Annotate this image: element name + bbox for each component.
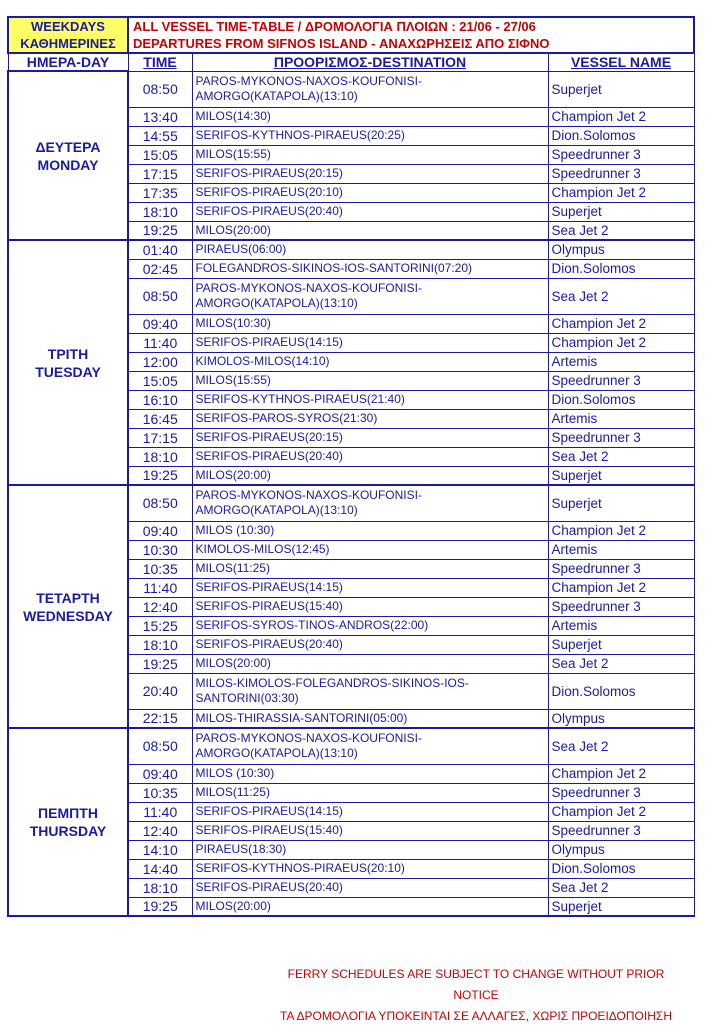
departure-time: 16:45 <box>128 409 192 428</box>
departure-time: 09:40 <box>128 314 192 333</box>
destination-line: SERIFOS-KYTHNOS-PIRAEUS(20:25) <box>195 128 405 142</box>
day-name-gr: ΤΕΤΑΡΤΗ <box>36 589 100 606</box>
destination <box>192 447 548 466</box>
destination-line: SERIFOS-KYTHNOS-PIRAEUS(20:10) <box>195 861 405 875</box>
destination <box>192 126 548 145</box>
departure-time: 18:10 <box>128 447 192 466</box>
vessel-name: Sea Jet 2 <box>548 447 694 466</box>
day-name-gr: ΤΡΙΤΗ <box>47 345 89 362</box>
vessel-name: Superjet <box>548 897 694 916</box>
destination-line: MILOS(20:00) <box>195 898 271 913</box>
departure-time: 18:10 <box>128 202 192 221</box>
vessel-name: Dion.Solomos <box>548 859 694 878</box>
destination <box>192 802 548 821</box>
destination-line: SERIFOS-PIRAEUS(20:40) <box>195 204 343 218</box>
vessel-name: Speedrunner 3 <box>548 164 694 183</box>
vessel-name: Speedrunner 3 <box>548 597 694 616</box>
departure-time: 14:40 <box>128 859 192 878</box>
destination <box>192 635 548 654</box>
destination-line: SERIFOS-SYROS-TINOS-ANDROS(22:00) <box>195 618 429 632</box>
destination <box>192 783 548 802</box>
destination-line: SERIFOS-PIRAEUS(14:15) <box>195 580 343 594</box>
vessel-name: Champion Jet 2 <box>548 764 694 783</box>
destination <box>192 409 548 428</box>
vessel-name: Speedrunner 3 <box>548 371 694 390</box>
destination-line: PIRAEUS(06:00) <box>195 242 287 257</box>
destination-line: MILOS(14:30) <box>195 109 271 123</box>
vessel-name: Sea Jet 2 <box>548 278 694 314</box>
day-name-en: TUESDAY <box>35 363 101 380</box>
vessel-name: Artemis <box>548 616 694 635</box>
day-name-en: WEDNESDAY <box>23 607 113 624</box>
destination <box>192 485 548 521</box>
departure-time: 14:10 <box>128 840 192 859</box>
schedule-notice <box>276 964 676 1027</box>
destination-line: PAROS-MYKONOS-NAXOS-KOUFONISI- <box>195 74 422 88</box>
destination-line: PAROS-MYKONOS-NAXOS-KOUFONISI- <box>195 488 422 503</box>
destination-line: MILOS(20:00) <box>195 222 271 237</box>
vessel-name: Speedrunner 3 <box>548 428 694 447</box>
vessel-name: Dion.Solomos <box>548 390 694 409</box>
destination-line: SERIFOS-PIRAEUS(20:15) <box>195 166 343 180</box>
vessel-name: Superjet <box>548 71 694 107</box>
destination-line: SERIFOS-PAROS-SYROS(21:30) <box>195 411 378 425</box>
col-header-destination: ΠΡΟΟΡΙΣΜΟΣ-DESTINATION <box>192 53 548 71</box>
destination <box>192 578 548 597</box>
column-header-row <box>8 53 694 71</box>
departure-time: 08:50 <box>128 728 192 764</box>
vessel-name: Artemis <box>548 409 694 428</box>
destination-line: MILOS (10:30) <box>195 523 275 537</box>
destination-line: SERIFOS-KYTHNOS-PIRAEUS(21:40) <box>195 392 405 406</box>
table-row <box>8 728 694 764</box>
destination-line: MILOS(15:55) <box>195 147 271 161</box>
destination-line: MILOS(11:25) <box>195 785 270 799</box>
departure-time: 11:40 <box>128 578 192 597</box>
col-header-day: ΗΜΕΡΑ-DAY <box>8 53 128 71</box>
destination-line: SERIFOS-PIRAEUS(14:15) <box>195 804 343 818</box>
title-row <box>8 17 694 53</box>
vessel-name: Dion.Solomos <box>548 126 694 145</box>
day-name-en: THURSDAY <box>29 823 107 839</box>
departure-time: 10:35 <box>128 559 192 578</box>
departure-time: 12:40 <box>128 821 192 840</box>
destination <box>192 352 548 371</box>
destination-line: SERIFOS-PIRAEUS(20:15) <box>195 430 343 444</box>
destination <box>192 559 548 578</box>
title-cell <box>128 17 694 53</box>
destination <box>192 709 548 728</box>
departure-time: 15:05 <box>128 145 192 164</box>
vessel-name: Speedrunner 3 <box>548 783 694 802</box>
departure-time: 17:15 <box>128 164 192 183</box>
departure-time: 02:45 <box>128 259 192 278</box>
vessel-name: Champion Jet 2 <box>548 107 694 126</box>
vessel-name: Speedrunner 3 <box>548 559 694 578</box>
departure-time: 08:50 <box>128 278 192 314</box>
destination <box>192 107 548 126</box>
destination <box>192 764 548 783</box>
day-cell <box>8 71 128 240</box>
destination <box>192 466 548 485</box>
vessel-name: Champion Jet 2 <box>548 333 694 352</box>
departure-time: 20:40 <box>128 673 192 709</box>
destination-line: MILOS(20:00) <box>195 656 271 670</box>
destination <box>192 878 548 897</box>
destination <box>192 728 548 764</box>
destination <box>192 859 548 878</box>
day-cell <box>8 728 128 916</box>
title-line-1: ALL VESSEL TIME-TABLE / ΔΡΟΜΟΛΟΓΙΑ ΠΛΟΙΩΝ : 21/06 - 27/06 <box>133 19 536 34</box>
day-cell <box>8 485 128 728</box>
destination <box>192 314 548 333</box>
vessel-name: Sea Jet 2 <box>548 221 694 240</box>
destination-line: MILOS (10:30) <box>195 766 275 780</box>
destination <box>192 616 548 635</box>
destination-line: MILOS(15:55) <box>195 373 271 387</box>
destination-line: MILOS(10:30) <box>195 316 271 330</box>
vessel-name: Sea Jet 2 <box>548 878 694 897</box>
destination-line: AMORGO(KATAPOLA)(13:10) <box>195 89 358 103</box>
table-row <box>8 485 694 521</box>
departure-time: 15:25 <box>128 616 192 635</box>
notice-en: FERRY SCHEDULES ARE SUBJECT TO CHANGE WITHOUT PRIOR NOTICE <box>287 967 665 1002</box>
destination-line: AMORGO(KATAPOLA)(13:10) <box>195 746 358 761</box>
destination <box>192 521 548 540</box>
destination <box>192 278 548 314</box>
vessel-name: Superjet <box>548 466 694 485</box>
destination-line: SERIFOS-PIRAEUS(15:40) <box>195 823 343 837</box>
col-header-time: TIME <box>128 53 192 71</box>
departure-time: 19:25 <box>128 466 192 485</box>
destination <box>192 183 548 202</box>
destination-line: SANTORINI(03:30) <box>195 691 299 705</box>
departure-time: 10:35 <box>128 783 192 802</box>
destination <box>192 390 548 409</box>
departure-time: 17:35 <box>128 183 192 202</box>
destination <box>192 202 548 221</box>
destination <box>192 259 548 278</box>
day-cell <box>8 240 128 485</box>
vessel-name: Dion.Solomos <box>548 673 694 709</box>
vessel-name: Champion Jet 2 <box>548 521 694 540</box>
departure-time: 09:40 <box>128 764 192 783</box>
departure-time: 09:40 <box>128 521 192 540</box>
departure-time: 13:40 <box>128 107 192 126</box>
destination <box>192 597 548 616</box>
destination-line: SERIFOS-PIRAEUS(20:40) <box>195 637 343 651</box>
vessel-name: Speedrunner 3 <box>548 145 694 164</box>
destination <box>192 240 548 259</box>
weekdays-gr: ΚΑΘΗΜΕΡΙΝΕΣ <box>20 36 116 51</box>
departure-time: 19:25 <box>128 221 192 240</box>
vessel-name: Champion Jet 2 <box>548 183 694 202</box>
destination <box>192 821 548 840</box>
departure-time: 18:10 <box>128 878 192 897</box>
destination-line: PIRAEUS(18:30) <box>195 842 287 856</box>
destination-line: PAROS-MYKONOS-NAXOS-KOUFONISI- <box>195 731 422 746</box>
destination <box>192 371 548 390</box>
departure-time: 12:00 <box>128 352 192 371</box>
departure-time: 19:25 <box>128 897 192 916</box>
col-header-vessel: VESSEL NAME <box>548 53 694 71</box>
departure-time: 12:40 <box>128 597 192 616</box>
vessel-name: Artemis <box>548 540 694 559</box>
destination-line: SERIFOS-PIRAEUS(20:40) <box>195 449 343 463</box>
destination <box>192 897 548 916</box>
departure-time: 16:10 <box>128 390 192 409</box>
departure-time: 18:10 <box>128 635 192 654</box>
departure-time: 19:25 <box>128 654 192 673</box>
weekdays-en: WEEKDAYS <box>31 19 105 34</box>
title-line-2: DEPARTURES FROM SIFNOS ISLAND - ΑΝΑΧΩΡΗΣΕΙΣ ΑΠΟ ΣΙΦΝΟ <box>133 36 550 51</box>
destination <box>192 221 548 240</box>
destination <box>192 145 548 164</box>
destination-line: SERIFOS-PIRAEUS(14:15) <box>195 335 343 349</box>
destination-line: FOLEGANDROS-SIKINOS-IOS-SANTORINI(07:20) <box>195 261 472 275</box>
destination-line: KIMOLOS-MILOS(12:45) <box>195 542 330 556</box>
vessel-name: Dion.Solomos <box>548 259 694 278</box>
destination <box>192 164 548 183</box>
departure-time: 08:50 <box>128 71 192 107</box>
departure-time: 10:30 <box>128 540 192 559</box>
destination <box>192 71 548 107</box>
destination <box>192 673 548 709</box>
schedule-body <box>8 71 694 916</box>
destination-line: PAROS-MYKONOS-NAXOS-KOUFONISI- <box>195 281 422 295</box>
departure-time: 01:40 <box>128 240 192 259</box>
departure-time: 22:15 <box>128 709 192 728</box>
destination-line: SERIFOS-PIRAEUS(20:40) <box>195 880 343 894</box>
vessel-name: Sea Jet 2 <box>548 728 694 764</box>
destination-line: MILOS-KIMOLOS-FOLEGANDROS-SIKINOS-IOS- <box>195 676 469 690</box>
schedule-table <box>7 16 695 917</box>
vessel-name: Olympus <box>548 709 694 728</box>
destination-line: MILOS(20:00) <box>195 467 271 482</box>
departure-time: 15:05 <box>128 371 192 390</box>
departure-time: 11:40 <box>128 333 192 352</box>
table-row <box>8 240 694 259</box>
vessel-name: Champion Jet 2 <box>548 578 694 597</box>
vessel-name: Champion Jet 2 <box>548 802 694 821</box>
destination-line: SERIFOS-PIRAEUS(15:40) <box>195 599 343 613</box>
destination <box>192 333 548 352</box>
table-row <box>8 71 694 107</box>
vessel-name: Olympus <box>548 240 694 259</box>
notice-gr: ΤΑ ΔΡΟΜΟΛΟΓΙΑ ΥΠΟΚΕΙΝΤΑΙ ΣΕ ΑΛΛΑΓΕΣ, ΧΩΡΙΣ ΠΡΟΕΙΔΟΠΟΙΗΣΗ <box>280 1009 672 1023</box>
destination <box>192 840 548 859</box>
destination-line: KIMOLOS-MILOS(14:10) <box>195 354 330 368</box>
departure-time: 17:15 <box>128 428 192 447</box>
destination-line: AMORGO(KATAPOLA)(13:10) <box>195 503 358 518</box>
day-name-gr: ΔΕΥΤΕΡΑ <box>35 138 101 155</box>
departure-time: 11:40 <box>128 802 192 821</box>
weekdays-badge <box>8 17 128 53</box>
vessel-name: Superjet <box>548 485 694 521</box>
destination-line: MILOS-THIRASSIA-SANTORINI(05:00) <box>195 710 408 725</box>
day-name-gr: ΠΕΜΠΤΗ <box>38 805 98 821</box>
vessel-name: Speedrunner 3 <box>548 821 694 840</box>
vessel-name: Superjet <box>548 202 694 221</box>
day-name-en: MONDAY <box>37 156 99 173</box>
departure-time: 08:50 <box>128 485 192 521</box>
vessel-name: Olympus <box>548 840 694 859</box>
vessel-name: Superjet <box>548 635 694 654</box>
destination <box>192 654 548 673</box>
destination-line: SERIFOS-PIRAEUS(20:10) <box>195 185 343 199</box>
destination-line: AMORGO(KATAPOLA)(13:10) <box>195 296 358 310</box>
vessel-name: Champion Jet 2 <box>548 314 694 333</box>
vessel-name: Artemis <box>548 352 694 371</box>
vessel-name: Sea Jet 2 <box>548 654 694 673</box>
destination <box>192 428 548 447</box>
departure-time: 14:55 <box>128 126 192 145</box>
destination-line: MILOS(11:25) <box>195 561 270 575</box>
destination <box>192 540 548 559</box>
